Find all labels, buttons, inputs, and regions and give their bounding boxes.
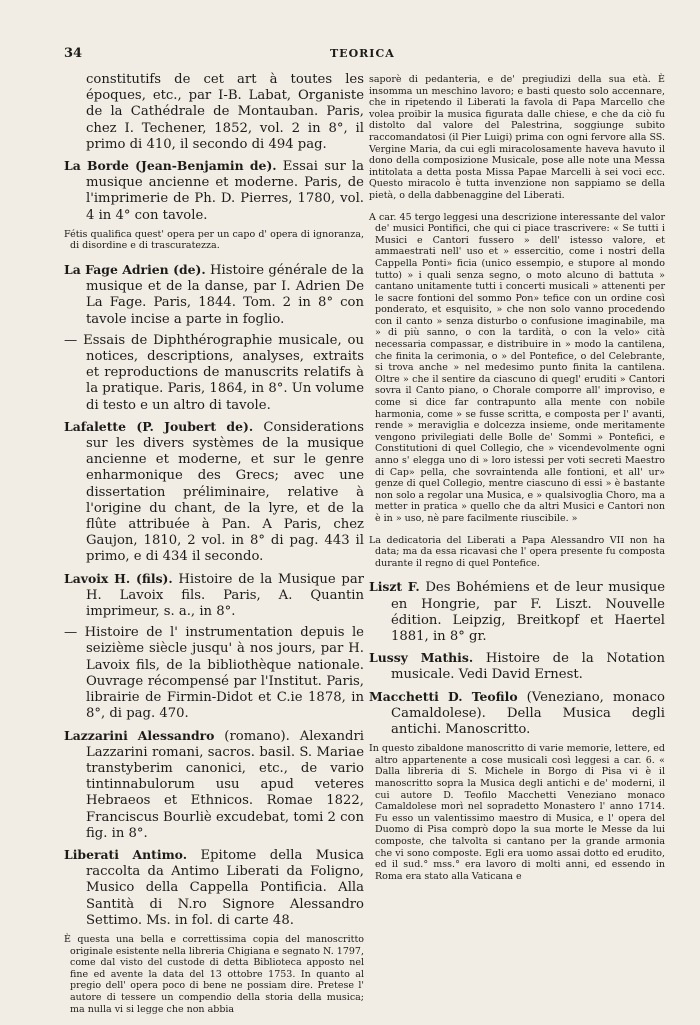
page-header xyxy=(0,46,700,66)
entry-text: (Veneziano, monaco Camaldolese). Della Musica degli antichi. Manoscritto. xyxy=(391,689,665,737)
bibliography-entry xyxy=(64,419,364,566)
right-column xyxy=(369,72,665,892)
bibliography-entry xyxy=(64,262,364,328)
entry-text: (romano). Alexandri Lazzarini romani, sacros. basil. S. Mariae transtyberim canonici, etc., de vario tintinnabulorum usu apud veteres Hebraeos et Ethnicos. Romae 1822, Franciscus Bourliè excudebat, tomi 2 con fig. in 8°. xyxy=(86,728,364,841)
bibliographic-note xyxy=(369,535,665,570)
entry-text: È questa una bella e correttissima copia del manoscritto originale esistente nella libreria Chigiana e segnato N. 1797, come dal visto del custode di detta Biblioteca apposto nel fine ed avente la data del 13 ottobre 1753. In quanto al pregio dell' opera poco di bene ne possiam dire. Pretese l' autore di tessere un compendio della storia della musica; ma nulla vi si legge che non abbia xyxy=(64,933,364,1015)
bibliography-entry xyxy=(64,333,364,414)
bibliography-entry xyxy=(64,625,364,722)
running-title: TEORICA xyxy=(330,47,395,60)
entry-text: Epitome della Musica raccolta da Antimo Liberati da Foligno, Musico della Cappella Pontificia. Alla Santità di N.ro Signore Alessandro Settimo. Ms. in fol. di carte 48. xyxy=(86,847,364,928)
entry-text: — Essais de Diphthérographie musicale, ou notices, descriptions, analyses, extraits et reproductions de manuscrits relatifs à la pratique. Paris, 1864, in 8°. Un volume di testo e un altro di tavole. xyxy=(64,332,364,413)
entry-author: Lussy Mathis. xyxy=(369,650,474,666)
bibliographic-note xyxy=(369,212,665,525)
bibliographic-note xyxy=(369,74,665,202)
entry-author: Lazzarini Alessandro xyxy=(64,727,215,743)
entry-text: Histoire de la Musique par H. Lavoix fils. Paris, A. Quantin imprimeur, s. a., in 8°. xyxy=(86,571,364,620)
entry-text: Des Bohémiens et de leur musique en Hongrie, par F. Liszt. Nouvelle édition. Leipzig, Breitkopf et Haertel 1881, in 8° gr. xyxy=(391,580,665,644)
entry-author: Lafalette (P. Joubert de). xyxy=(64,418,254,434)
page-number: 34 xyxy=(64,46,83,61)
left-column xyxy=(64,72,364,1025)
entry-text: Histoire générale de la musique et de la danse, par I. Adrien De La Fage. Paris, 1844. Tom. 2 in 8° con tavole incise a parte in foglio. xyxy=(86,263,364,327)
bibliography-entry xyxy=(369,689,665,739)
entry-author: Liszt F. xyxy=(369,579,420,595)
bibliographic-note xyxy=(369,743,665,882)
bibliographic-note xyxy=(64,229,364,252)
entry-author: Lavoix H. (fils). xyxy=(64,570,173,586)
entry-text: constitutifs de cet art à toutes les époques, etc., par I-B. Labat, Organiste de la Cathédrale de Montauban. Paris, chez I. Techener, 1852, vol. 2 in 8°, il primo di 410, il secondo di 494 pag. xyxy=(86,72,364,152)
bibliography-entry xyxy=(369,650,665,683)
entry-author: La Borde (Jean-Benjamin de). xyxy=(64,158,277,174)
bibliography-entry xyxy=(64,728,364,842)
bibliography-entry xyxy=(64,158,364,224)
entry-text: In questo zibaldone manoscritto di varie memorie, lettere, ed altro appartenente a cose musicali così leggesi a car. 6. « Dalla libreria di S. Michele in Borgo di Pisa vi è il manoscritto sopra la Musica degli antichi e de' moderni, il cui autore D. Teofilo Macchetti Veneziano monaco Camaldolese morì nel sopradetto Monastero l' anno 1714. Fu esso un valentissimo maestro di Musica, e l' opera del Duomo di Pisa comprò dopo la sua morte le Messe da lui composte, che talvolta si cantano per la grande armonia che vi sono composte. Egli era uomo assai dotto ed erudito, ed il sud.° mss.° era lavoro di molti anni, ed essendo in Roma era stato alla Vaticana e xyxy=(369,743,666,882)
bibliography-entry xyxy=(64,571,364,621)
entry-text: Considerations sur les divers systèmes de la musique ancienne et moderne, et sur le genre enharmonique des Grecs; avec une dissertation préliminaire, relative à l'origine du chant, de la lyre, et de la flûte attribuée à Pan. A Paris, chez Gaujon, 1810, 2 vol. in 8° di pag. 443 il primo, e di 434 il secondo. xyxy=(86,419,364,565)
entry-author: Liberati Antimo. xyxy=(64,846,188,862)
entry-text: saporè di pedanteria, e de' pregiudizi della sua età. È insomma un meschino lavoro; e basti questo solo accennare, che in ripetendo il Liberati la favola di Papa Marcello che volea proibir la musica figurata dalle chiese, e che da ciò fu distolto dal valore del Palestrina, soggiunge subito raccomandatosi (il Pier Luigi) prima con ogni fervore alla SS. Vergine Maria, da cui egli miracolosamente haveva havuto il dono della composizione Musicale, pose alle note una Messa intitolata a detta posta Missa Papae Marcelli à sei voci ecc. Questo miracolo è tutta invenzione non sappiamo se della pietà, o della dabbenaggine del Liberati. xyxy=(369,74,665,201)
entry-text: A car. 45 tergo leggesi una descrizione interessante del valor de' musici Pontifici, che qui ci piace trascrivere: « Se tutti i Musici e Cantori fussero » dell' istesso valore, et ammaestrati nell' uso et » essercitio, come i nostri della Cappella Ponti» ficia (unico essempio, e stupore al mondo tutto) » i quali senza segno, o moto alcuno di battuta » cantano unitamente tutti i concerti musicali » attenenti per le sacre fontioni del sommo Pon» tefice con un ordine così ponderato, et esquisito, » che non solo vanno procedendo con il canto » senza disturbo o confusione imaginabile, ma » di più sanno, o con la tardità, o con la velo» cità necessaria compassar, e distribuire in » modo la cantilena, che finita la cerimonia, o » del Pontefice, o del Celebrante, si trova anche » nel medesimo punto finita la cantilena. Oltre » che il sentire da ciascuno di quegl' eruditi » Cantori sovra il Canto piano, o Chorale comporre all' improviso, e come si dice far contrapunto alla mente con nobile harmonia, come » se fusse scritta, e composta per l' avanti, rende » meraviglia e dolcezza insieme, onde meritamente vengono privilegiati delle Bolle de' Sommi » Pontefici, e Constitutioni di quel Collegio, che » vicendevolmente ogni anno s' elegga uno di » loro istessi per voti secreti Maestro di Cap» pella, che sovraintenda alle fontioni, et all' ur» genze di quel Collegio, mentre ciascuno di essi » è bastante non solo a regolar una Musica, e » qualsivoglia Choro, ma a metter in pratica » quello che da altri Musici e Cantori non è in » uso, nè pare facilmente riuscibile. » xyxy=(369,211,665,524)
entry-text: Essai sur la musique ancienne et moderne. Paris, de l'imprimerie de Ph. D. Pierres, 1780, vol. 4 in 4° con tavole. xyxy=(86,159,364,223)
bibliographic-note xyxy=(64,934,364,1015)
bibliography-entry xyxy=(64,847,364,929)
entry-text: Fétis qualifica quest' opera per un capo d' opera di ignoranza, di disordine e di trascuratezza. xyxy=(64,228,364,252)
entry-text: La dedicatoria del Liberati a Papa Alessandro VII non ha data; ma da essa ricavasi che l' opera presente fu composta durante il regno di quel Pontefice. xyxy=(369,534,665,569)
bibliography-entry xyxy=(369,579,665,645)
entry-text: Histoire de la Notation musicale. Vedi David Ernest. xyxy=(391,651,665,683)
entry-author: Macchetti D. Teofilo xyxy=(369,688,518,704)
bibliography-entry xyxy=(64,72,364,153)
entry-text: — Histoire de l' instrumentation depuis le seizième siècle jusqu' à nos jours, par H. Lavoix fils, de la bibliothèque nationale. Ouvrage récompensé par l'Institut. Paris, librairie de Firmin-Didot et C.ie 1878, in 8°, di pag. 470. xyxy=(64,625,364,722)
entry-author: La Fage Adrien (de). xyxy=(64,262,206,278)
